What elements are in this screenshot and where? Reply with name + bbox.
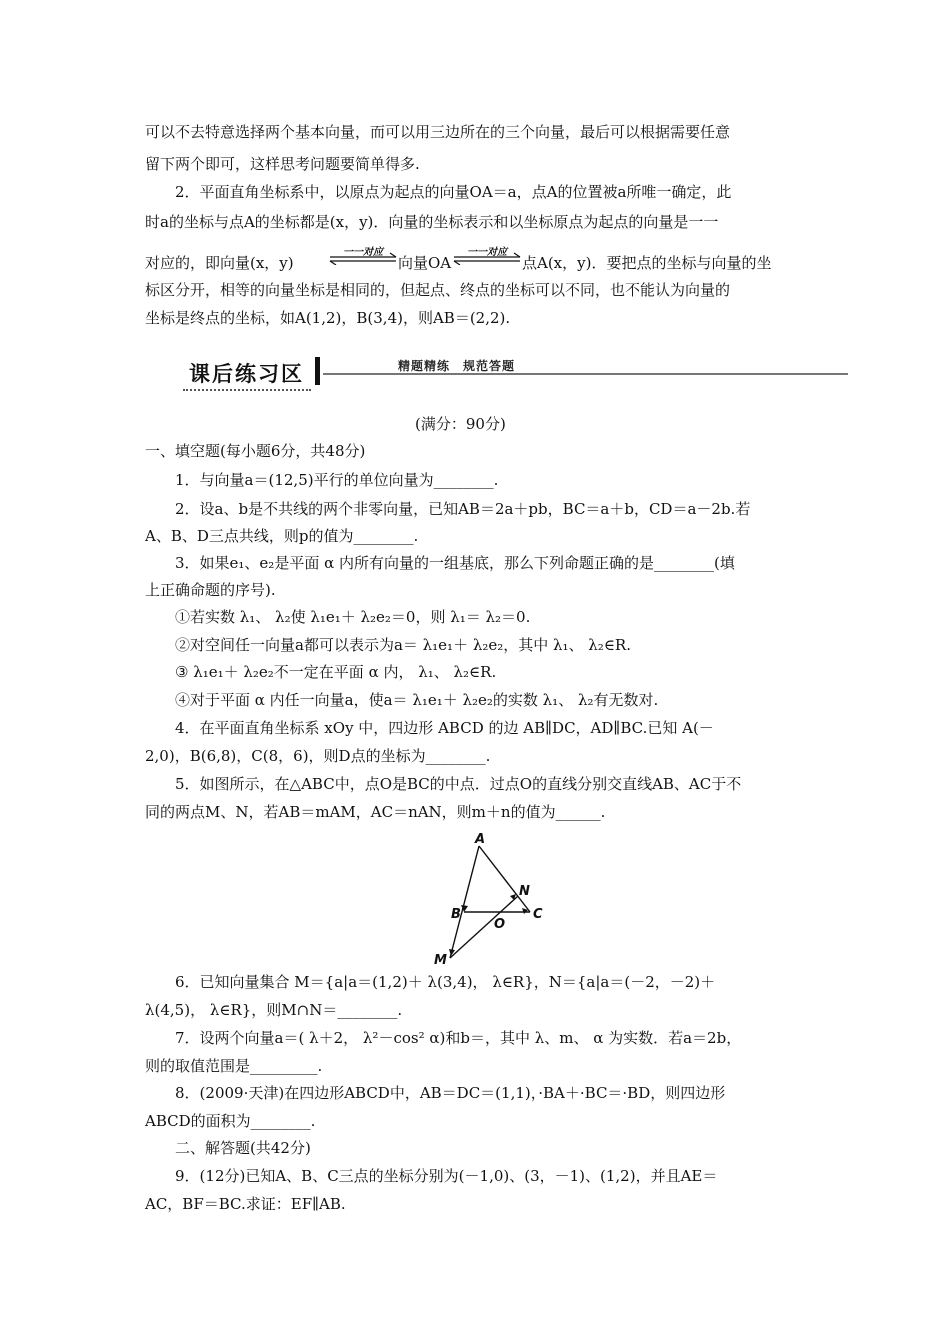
intro-line-7: 坐标是终点的坐标，如A(1,2)，B(3,4)，则AB＝(2,2). (145, 309, 511, 327)
question-3-line-1: 3．如果e₁、e₂是平面 α 内所有向量的一组基底，那么下列命题正确的是________(填 (175, 554, 735, 572)
arrow-label-1: 一一对应 (343, 247, 383, 258)
question-3-option-2: ②对空间任一向量a都可以表示为a＝ λ₁e₁＋ λ₂e₂，其中 λ₁、 λ₂∈R. (175, 636, 631, 654)
correspondence-arrow-1 (328, 243, 398, 265)
question-5-line-1: 5．如图所示，在△ABC中，点O是BC的中点．过点O的直线分别交直线AB、AC于不 (175, 775, 742, 793)
question-6-line-2: λ(4,5)， λ∈R}，则M∩N＝________. (145, 1001, 403, 1019)
intro-line-3: 2．平面直角坐标系中，以原点为起点的向量OA＝a，点A的位置被a所唯一确定，此 (175, 183, 732, 201)
intro-line-5a: 对应的，即向量(x，y) (145, 254, 294, 272)
correspondence-arrow-2 (452, 243, 522, 265)
question-7-line-2: 则的取值范围是_________. (145, 1057, 323, 1075)
header-dotted-underline (183, 389, 311, 391)
score-label: (满分：90分) (415, 415, 506, 433)
section-answer: 二、解答题(共42分) (175, 1139, 311, 1157)
question-9-line-2: AC，BF＝BC.求证：EF∥AB. (145, 1195, 346, 1213)
question-8-line-1: 8．(2009·天津)在四边形ABCD中，AB＝DC＝(1,1)，·BA＋·BC＝·BD，则四边形 (175, 1084, 726, 1102)
intro-line-5b: 向量OA (398, 254, 452, 272)
question-1: 1．与向量a＝(12,5)平行的单位向量为________. (175, 471, 499, 489)
question-8-line-2: ABCD的面积为________. (145, 1112, 316, 1130)
question-7-line-1: 7．设两个向量a＝( λ＋2， λ²－cos² α)和b＝，其中 λ、m、 α 为实数．若a＝2b， (175, 1029, 742, 1047)
question-4-line-2: 2,0)，B(6,8)，C(8，6)，则D点的坐标为________. (145, 747, 491, 765)
point-label-c: C (533, 907, 543, 922)
question-3-option-1: ①若实数 λ₁、 λ₂使 λ₁e₁＋ λ₂e₂＝0，则 λ₁＝ λ₂＝0. (175, 608, 531, 626)
segment-mn (450, 896, 518, 958)
intro-line-1: 可以不去特意选择两个基本向量，而可以用三边所在的三个向量，最后可以根据需要任意 (145, 123, 731, 141)
section-header (183, 355, 848, 395)
section-fill-blank: 一、填空题(每小题6分，共48分) (145, 442, 366, 460)
question-6-line-1: 6．已知向量集合 M＝{a|a＝(1,2)＋ λ(3,4)， λ∈R}，N＝{a|a＝(－2，－2)＋ (175, 973, 716, 991)
question-5-line-2: 同的两点M、N，若AB＝mAM，AC＝nAN，则m＋n的值为______. (145, 803, 606, 821)
segment-am (450, 846, 479, 958)
question-2-line-2: A、B、D三点共线，则p的值为________. (145, 527, 419, 545)
point-label-o: O (494, 917, 506, 932)
intro-line-2: 留下两个即可，这样思考问题要简单得多. (145, 155, 420, 173)
intro-line-5c: 点A(x，y)．要把点的坐标与向量的坐 (522, 254, 772, 272)
question-9-line-1: 9．(12分)已知A、B、C三点的坐标分别为(－1,0)、(3，－1)、(1,2)，并且AE＝ (175, 1167, 718, 1185)
question-4-line-1: 4．在平面直角坐标系 xOy 中，四边形 ABCD 的边 AB∥DC，AD∥BC.已知 A(－ (175, 719, 714, 737)
intro-line-4: 时a的坐标与点A的坐标都是(x，y)．向量的坐标表示和以坐标原点为起点的向量是一一 (145, 213, 719, 231)
arrow-label-2: 一一对应 (467, 247, 507, 258)
question-2-line-1: 2．设a、b是不共线的两个非零向量，已知AB＝2a＋pb，BC＝a＋b，CD＝a－2b.若 (175, 500, 751, 518)
point-label-m: M (434, 953, 447, 968)
header-divider-bar (315, 357, 320, 385)
intro-line-6: 标区分开，相等的向量坐标是相同的，但起点、终点的坐标可以不同，也不能认为向量的 (145, 281, 731, 299)
question-3-line-2: 上正确命题的序号). (145, 581, 276, 599)
section-header-subtitle: 精题精练 规范答题 (398, 359, 516, 373)
question-3-option-3: ③ λ₁e₁＋ λ₂e₂不一定在平面 α 内， λ₁、 λ₂∈R. (175, 663, 497, 681)
question-3-option-4: ④对于平面 α 内任一向量a，使a＝ λ₁e₁＋ λ₂e₂的实数 λ₁、 λ₂有无数对. (175, 691, 659, 709)
point-label-n: N (519, 884, 530, 899)
triangle-figure (428, 828, 558, 968)
segment-ac (479, 846, 530, 912)
point-label-b: B (451, 907, 461, 922)
section-header-title: 课后练习区 (189, 362, 304, 386)
point-label-a: A (475, 832, 486, 847)
